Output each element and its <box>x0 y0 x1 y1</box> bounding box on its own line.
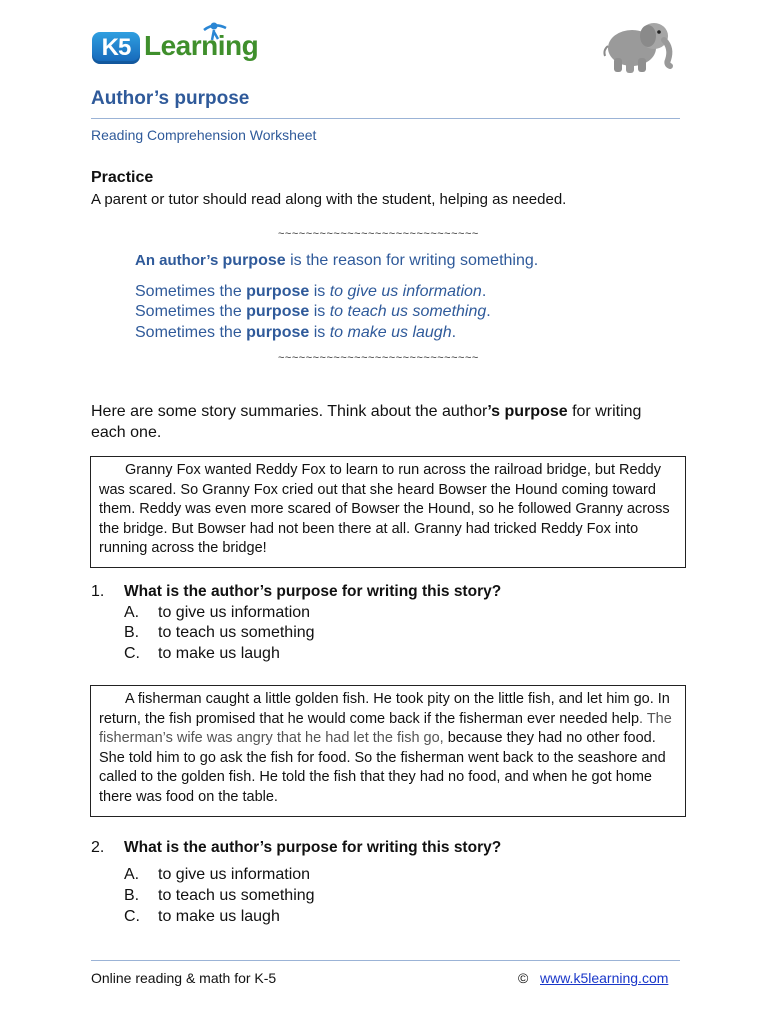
option-text: to make us laugh <box>158 908 280 925</box>
option-text: to make us laugh <box>158 645 280 662</box>
question-text: What is the author’s purpose for writing this story? <box>124 839 502 856</box>
question-number: 2. <box>91 839 105 856</box>
option-letter: B. <box>124 624 140 641</box>
story-text: A fisherman caught a little golden fish. He took pity on the little fish, and let him go. In return, the fish promised that he would come back if the fisherman ever needed help. The fisherman’s wife was angry that he had let the fish go, because they had no other food. She told him to go ask the fish for food. So the fisherman went back to the seashore and called to the golden fish. He told the fish that they had no food, and when he got home there was food on the table. <box>99 691 672 805</box>
footer-tagline: Online reading & math for K-5 <box>91 970 277 986</box>
definition-line: An author’s purpose is the reason for writing something. <box>135 252 539 269</box>
option-text: to teach us something <box>158 624 315 641</box>
story-text: Granny Fox wanted Reddy Fox to learn to run across the railroad bridge, but Reddy was scared. So Granny Fox cried out that she heard Bowser the Hound coming toward them. Reddy was even more scared of Bowser the Hound, so he followed Granny across the bridge. But Bowser had not been there at all. Granny had tricked Reddy Fox into running across the bridge! <box>99 462 670 557</box>
question-text: What is the author’s purpose for writing this story? <box>124 583 502 600</box>
option-letter: C. <box>124 645 140 662</box>
tilde-divider-top: ~~~~~~~~~~~~~~~~~~~~~~~~~~~~~ <box>278 228 479 240</box>
option-text: to give us information <box>158 604 311 621</box>
story-box <box>90 685 686 817</box>
option-text: to teach us something <box>158 887 315 904</box>
story-box <box>90 456 686 568</box>
copyright-symbol: © <box>518 970 529 986</box>
purpose-line: Sometimes the purpose is to teach us something. <box>135 303 491 320</box>
practice-instructions: A parent or tutor should read along with the student, helping as needed. <box>91 191 567 208</box>
logo-wordmark: Learning <box>144 30 259 61</box>
title-divider <box>91 118 680 119</box>
purpose-line: Sometimes the purpose is to give us information. <box>135 283 487 300</box>
website-link[interactable]: www.k5learning.com <box>540 970 669 986</box>
k5-learning-logo <box>92 28 262 70</box>
tilde-divider-bottom: ~~~~~~~~~~~~~~~~~~~~~~~~~~~~~ <box>278 352 479 364</box>
story-intro: Here are some story summaries. Think about the author’s purpose for writing each one. <box>91 403 642 441</box>
purpose-line: Sometimes the purpose is to make us laugh. <box>135 324 457 341</box>
option-letter: C. <box>124 908 140 925</box>
option-text: to give us information <box>158 866 311 883</box>
footer-divider <box>91 960 680 961</box>
option-letter: A. <box>124 604 140 621</box>
question-number: 1. <box>91 583 105 600</box>
elephant-icon <box>598 12 678 76</box>
logo-badge: K5 <box>92 32 140 64</box>
page-title: Author’s purpose <box>91 88 250 109</box>
page-subtitle: Reading Comprehension Worksheet <box>91 127 317 143</box>
logo-figure-icon <box>200 20 232 42</box>
option-letter: B. <box>124 887 140 904</box>
option-letter: A. <box>124 866 140 883</box>
practice-heading: Practice <box>91 169 154 186</box>
